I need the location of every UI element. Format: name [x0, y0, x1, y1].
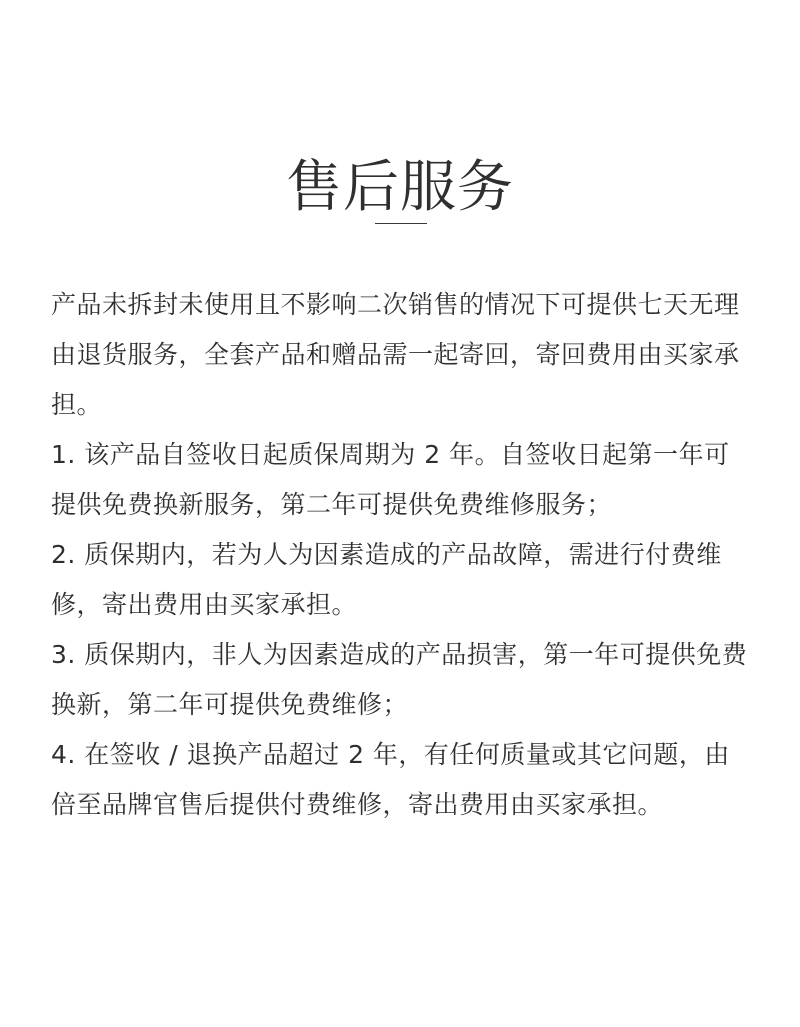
policy-paragraph-4: 4. 在签收 / 退换产品超过 2 年，有任何质量或其它问题，由倍至品牌官售后提供付费维修，寄出费用由买家承担。	[51, 740, 730, 819]
policy-text	[51, 280, 751, 830]
policy-paragraph-3: 3. 质保期内，非人为因素造成的产品损害，第一年可提供免费换新，第二年可提供免费维修；	[51, 640, 748, 719]
page-title: 售后服务	[286, 154, 514, 220]
policy-paragraph-2: 2. 质保期内，若为人为因素造成的产品故障，需进行付费维修，寄出费用由买家承担。	[51, 540, 722, 619]
title-divider	[375, 223, 427, 224]
policy-paragraph-intro: 产品未拆封未使用且不影响二次销售的情况下可提供七天无理由退货服务，全套产品和赠品需一起寄回，寄回费用由买家承担。	[51, 290, 740, 419]
policy-paragraph-1: 1. 该产品自签收日起质保周期为 2 年。自签收日起第一年可提供免费换新服务，第二年可提供免费维修服务；	[51, 440, 730, 519]
